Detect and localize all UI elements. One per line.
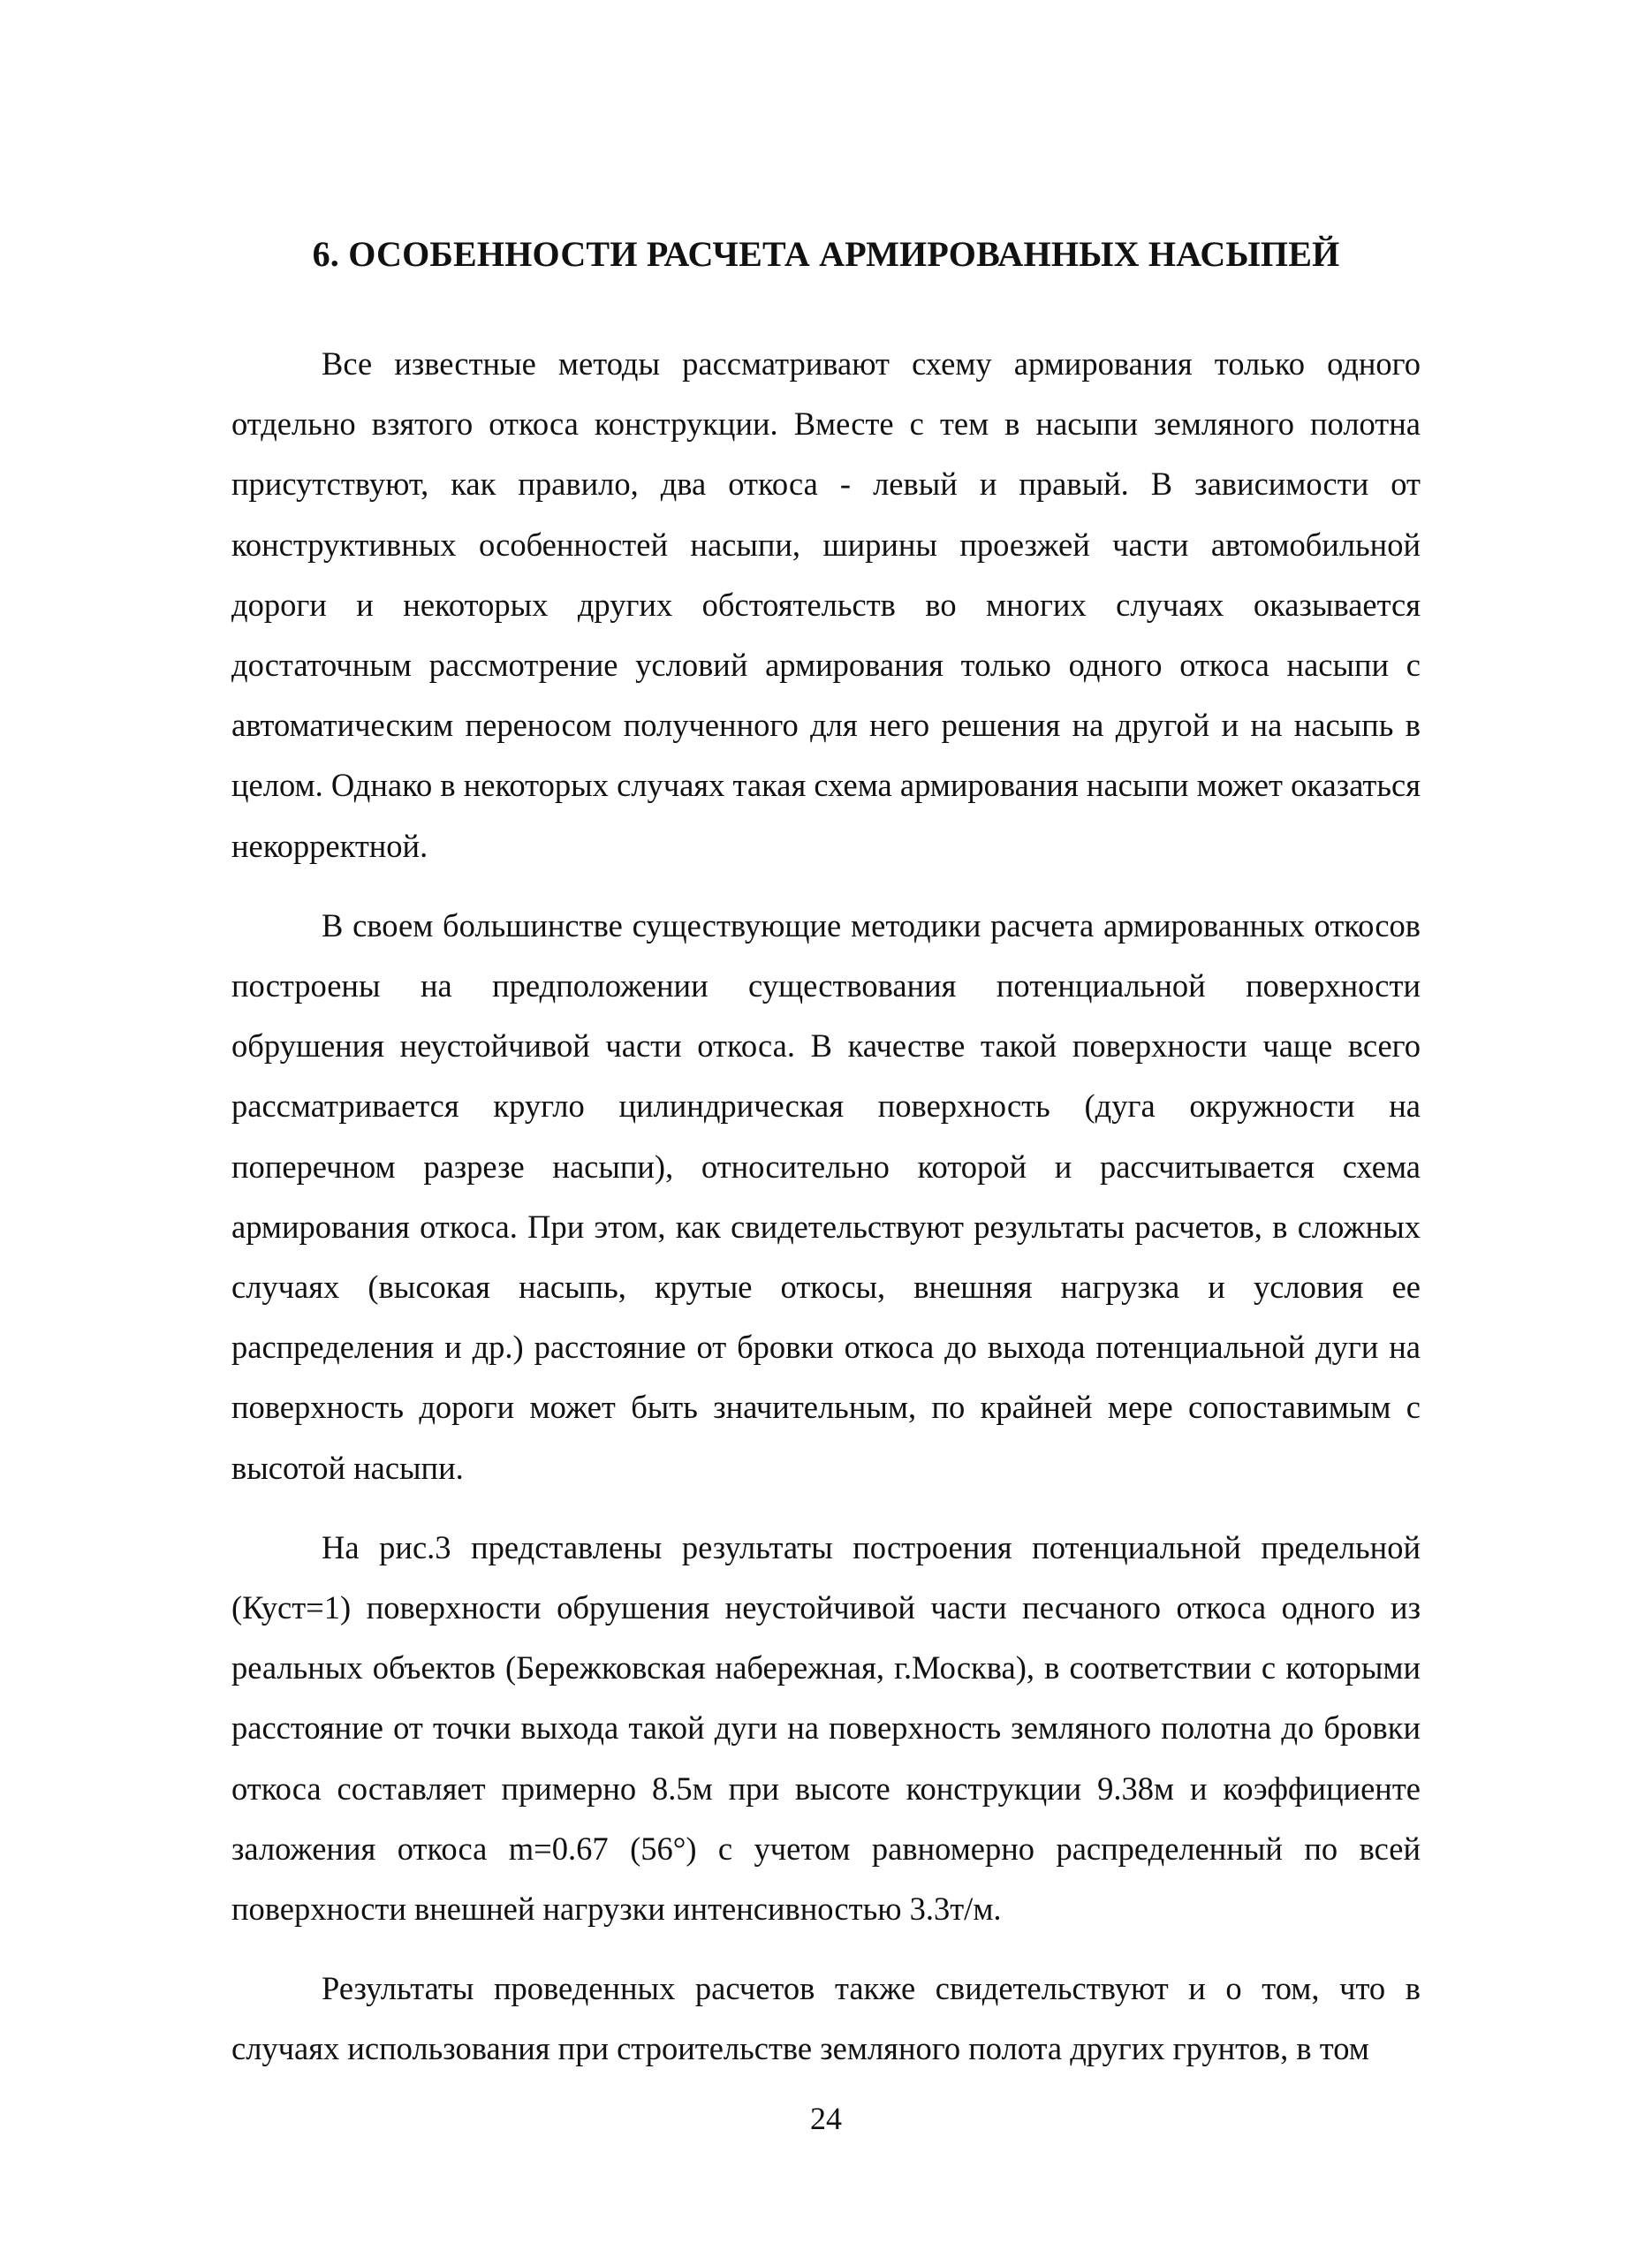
paragraph-2: В своем большинстве существующие методики расчета армированных откосов построены на предположении существования потенциальной поверхности обрушения неустойчивой части откоса. В качестве такой поверхности чаще всего рассматривается кругло цилиндрическая поверхность (дуга окружности на поперечном разрезе насыпи), относительно которой и рассчитывается схема армирования откоса. При этом, как свидетельствуют результаты расчетов, в сложных случаях (высокая насыпь, крутые откосы, внешняя нагрузка и условия ее распределения и др.) расстояние от бровки откоса до выхода потенциальной дуги на поверхность дороги может быть значительным, по крайней мере сопоставимым с высотой насыпи.	[231, 906, 1421, 1486]
page-number: 24	[810, 2101, 842, 2136]
body-text	[231, 334, 1421, 2080]
paragraph-4: Результаты проведенных расчетов также свидетельствуют и о том, что в случаях использования при строительстве земляного полота других грунтов, в том	[231, 1970, 1421, 2067]
paragraph-3: На рис.3 представлены результаты построения потенциальной предельной (Куст=1) поверхности обрушения неустойчивой части песчаного откоса одного из реальных объектов (Бережковская набережная, г.Москва), в соответствии с которыми расстояние от точки выхода такой дуги на поверхность земляного полотна до бровки откоса составляет примерно 8.5м при высоте конструкции 9.38м и коэффициенте заложения откоса m=0.67 (56°) с учетом равномерно распределенный по всей поверхности внешней нагрузки интенсивностью 3.3т/м.	[231, 1528, 1421, 1928]
paragraph-1: Все известные методы рассматривают схему армирования только одного отдельно взятого откоса конструкции. Вместе с тем в насыпи земляного полотна присутствуют, как правило, два откоса - левый и правый. В зависимости от конструктивных особенностей насыпи, ширины проезжей части автомобильной дороги и некоторых других обстоятельств во многих случаях оказывается достаточным рассмотрение условий армирования только одного откоса насыпи с автоматическим переносом полученного для него решения на другой и на насыпь в целом. Однако в некоторых случаях такая схема армирования насыпи может оказаться некорректной.	[231, 345, 1421, 864]
section-heading: 6. ОСОБЕННОСТИ РАСЧЕТА АРМИРОВАННЫХ НАСЫПЕЙ	[312, 234, 1340, 274]
